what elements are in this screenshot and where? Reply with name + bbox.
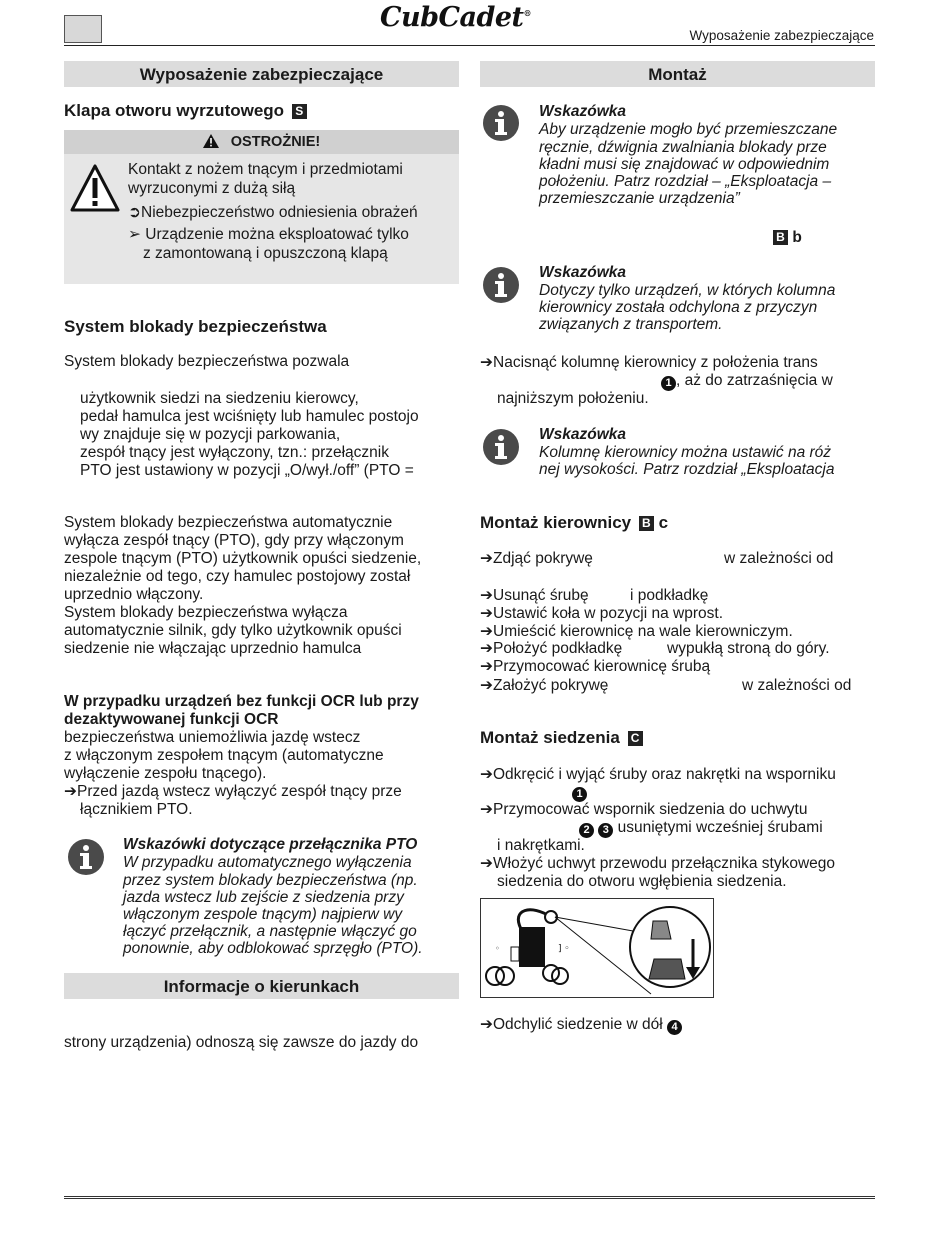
text-line: bezpieczeństwa uniemożliwia jazdę wstecz (64, 729, 361, 746)
hint-line: Aby urządzenie mogło być przemieszczane (539, 121, 838, 138)
step-continuation: 1 , aż do zatrzaśnięcia w (661, 372, 833, 391)
step-item: ➔Zdjąć pokrywę (480, 550, 593, 567)
condition-line: PTO jest ustawiony w pozycji „O/wył./off” (PTO = (80, 462, 414, 479)
info-icon (482, 104, 520, 142)
figure-badge-b: B (639, 516, 654, 531)
hint-title: Wskazówki dotyczące przełącznika PTO (123, 836, 418, 853)
klapa-title: Klapa otworu wyrzutowego S (64, 102, 307, 120)
hint-line: przemieszczanie urządzenia” (539, 190, 740, 207)
hint-line: włączonym zespole tnącym) najpierw wy (123, 906, 403, 923)
text-line: strony urządzenia) odnoszą się zawsze do jazdy do (64, 1034, 419, 1051)
step-item: ➔Włożyć uchwyt przewodu przełącznika stykowego (480, 855, 835, 872)
text-line: z włączonym zespołem tnącym (automatyczne (64, 747, 384, 764)
warning-line: z zamontowaną i opuszczoną klapą (143, 245, 388, 262)
condition-line: pedał hamulca jest wciśnięty lub hamulec postojo (80, 408, 419, 425)
step-item: ➔Odkręcić i wyjąć śruby oraz nakrętki na wsporniku (480, 766, 836, 783)
warning-line: Kontakt z nożem tnącym i przedmiotami (128, 161, 403, 178)
step-item: ➔Umieścić kierownicę na wale kierowniczym. (480, 623, 793, 640)
info-icon (482, 266, 520, 304)
section-bar-directions: Informacje o kierunkach (64, 973, 459, 999)
step-item: ➔Przed jazdą wstecz wyłączyć zespół tnący prze (64, 783, 402, 800)
text-line: w zależności od (724, 550, 834, 567)
text-line: najniższym położeniu. (497, 390, 649, 407)
hint-line: nej wysokości. Patrz rozdział „Eksploatacja (539, 461, 835, 478)
hint-line: jazda wstecz lub zejście z siedzenia przy (123, 889, 404, 906)
hint-title: Wskazówka (539, 264, 627, 281)
hint-line: Dotyczy tylko urządzeń, w których kolumna (539, 282, 836, 299)
seat-switch-figure (480, 898, 714, 998)
figure-ref: B b (770, 229, 802, 247)
text-line: System blokady bezpieczeństwa automatycznie (64, 514, 393, 531)
ocr-heading: dezaktywowanej funkcji OCR (64, 711, 279, 728)
step-item: ➔Usunąć śrubę (480, 587, 589, 604)
callout-number: 4 (667, 1020, 682, 1035)
step-item: ➔Odchylić siedzenie w dół 4 (480, 1016, 682, 1035)
footer-rule (64, 1196, 875, 1199)
step-item: ➔Założyć pokrywę (480, 677, 609, 694)
figure-badge-s: S (292, 104, 307, 119)
hint-line: kierownicy została odchylona z przyczyn (539, 299, 818, 316)
condition-line: użytkownik siedzi na siedzeniu kierowcy, (80, 390, 359, 407)
section-bar-assembly: Montaż (480, 61, 875, 87)
warning-consequence: ➲Niebezpieczeństwo odniesienia obrażeń (128, 204, 418, 221)
text-line: i podkładkę (630, 587, 709, 604)
figure-badge-c: C (628, 731, 643, 746)
info-icon (482, 428, 520, 466)
callout-line (572, 783, 587, 802)
siedzenie-title: Montaż siedzenia C (480, 729, 643, 747)
text-line: wypukłą stroną do góry. (667, 640, 830, 657)
hint-line: związanych z transportem. (539, 316, 723, 333)
seat-switch-illustration (481, 899, 713, 997)
text-line: zespole tnącym (PTO) użytkownik opuści siedzenie, (64, 550, 422, 567)
hint-line: łączyć przełącznik, a następnie włączyć go (123, 923, 417, 940)
kierownica-title: Montaż kierownicy B c (480, 513, 669, 532)
warning-header: OSTROŻNIE! (64, 130, 459, 154)
step-item: ➔Położyć podkładkę (480, 640, 623, 657)
text-line: niezależnie od tego, czy hamulec postojowy został (64, 568, 411, 585)
text-line: siedzenia do otworu wgłębienia siedzenia. (497, 873, 787, 890)
condition-line: zespół tnący jest wyłączony, tzn.: przełącznik (80, 444, 389, 461)
hint-title: Wskazówka (539, 103, 627, 120)
callout-number: 1 (572, 787, 587, 802)
text-line: wyłączenie zespołu tnącego). (64, 765, 267, 782)
warning-small-icon (203, 134, 219, 148)
brand-text: CubCadet (380, 2, 524, 33)
warning-triangle-icon (70, 164, 120, 212)
running-title: Wyposażenie zabezpieczające (689, 28, 874, 43)
svg-text:] ◦: ] ◦ (558, 944, 570, 954)
hint-line: kładni musi się znajdować w odpowiednim (539, 156, 830, 173)
step-item: ➔Nacisnąć kolumnę kierownicy z położenia trans (480, 354, 818, 371)
warning-measure: ➢ Urządzenie można eksploatować tylko (128, 226, 409, 243)
text-line: System blokady bezpieczeństwa wyłącza (64, 604, 348, 621)
step-continuation: 2 3 usuniętymi wcześniej śrubami (579, 819, 823, 838)
system-title: System blokady bezpieczeństwa (64, 317, 327, 336)
warning-line: wyrzuconymi z dużą siłą (128, 180, 296, 197)
text-line: System blokady bezpieczeństwa pozwala (64, 353, 350, 370)
hint-line: W przypadku automatycznego wyłączenia (123, 854, 412, 871)
section-bar-safety: Wyposażenie zabezpieczające (64, 61, 459, 87)
callout-number: 1 (661, 376, 676, 391)
info-icon (67, 838, 105, 876)
hint-line: położeniu. Patrz rozdział – „Eksploatacja – (539, 173, 832, 190)
header-rule (64, 45, 875, 46)
figure-badge-b: B (773, 230, 788, 245)
hint-line: ponownie, aby odblokować sprzęgło (PTO). (123, 940, 423, 957)
callout-number: 3 (598, 823, 613, 838)
svg-text:◦: ◦ (495, 944, 500, 953)
hint-line: Kolumnę kierownicy można ustawić na róż (539, 444, 832, 461)
text-line: i nakrętkami. (497, 837, 585, 854)
text-line: uprzednio włączony. (64, 586, 204, 603)
step-item: ➔Przymocować kierownicę śrubą (480, 658, 711, 675)
hint-line: przez system blokady bezpieczeństwa (np. (123, 872, 418, 889)
text-line: wyłącza zespół tnący (PTO), gdy przy włączonym (64, 532, 404, 549)
text-line: w zależności od (742, 677, 852, 694)
callout-number: 2 (579, 823, 594, 838)
step-item: ➔Ustawić koła w pozycji na wprost. (480, 605, 723, 622)
text-line: łącznikiem PTO. (80, 801, 193, 818)
ocr-heading: W przypadku urządzeń bez funkcji OCR lub przy (64, 693, 419, 710)
text-line: siedzenie nie włączając uprzednio hamulca (64, 640, 362, 657)
text-line: automatycznie silnik, gdy tylko użytkownik opuści (64, 622, 402, 639)
condition-line: wy znajduje się w pozycji parkowania, (80, 426, 341, 443)
hint-title: Wskazówka (539, 426, 627, 443)
step-item: ➔Przymocować wspornik siedzenia do uchwytu (480, 801, 808, 818)
brand-logo: CubCadet® (380, 2, 532, 33)
hint-line: ręcznie, dźwignia zwalniania blokady prze (539, 139, 827, 156)
page-number-box (64, 15, 102, 43)
